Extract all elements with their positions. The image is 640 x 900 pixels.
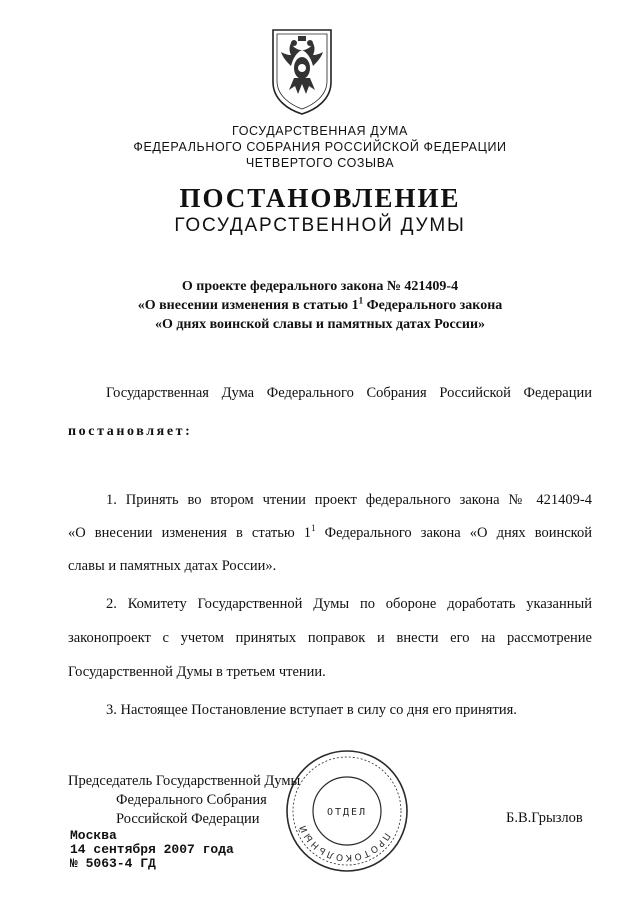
- signatory-role-line2: Федерального Собрания: [116, 792, 267, 808]
- item-1-line2: «О внесении изменения в статью $1^1$ Федерального закона «О днях воинской: [68, 523, 592, 541]
- item-1-line1: 1. Принять во втором чтении проект федерального закона № 421409-4: [106, 492, 592, 508]
- signatory-name: Б.В.Грызлов: [506, 810, 583, 826]
- item-2-line1: 2. Комитету Государственной Думы по обороне доработать указанный: [106, 596, 592, 612]
- signatory-role-line1: Председатель Государственной Думы: [68, 773, 301, 789]
- document-subtitle: ГОСУДАРСТВЕННОЙ ДУМЫ: [174, 215, 466, 236]
- document-title: ПОСТАНОВЛЕНИЕ: [179, 183, 461, 213]
- header-parliament: ФЕДЕРАЛЬНОГО СОБРАНИЯ РОССИЙСКОЙ ФЕДЕРАЦИИ: [133, 140, 507, 154]
- signatory-role-line3: Российской Федерации: [116, 811, 260, 827]
- item-3-line1: 3. Настоящее Постановление вступает в силу со дня его принятия.: [106, 702, 517, 718]
- bill-title-line1: О проекте федерального закона № 421409-4: [181, 279, 459, 294]
- footer-date: 14 сентября 2007 года: [70, 842, 234, 857]
- header-convocation: ЧЕТВЕРТОГО СОЗЫВА: [245, 156, 395, 170]
- header-organization: ГОСУДАРСТВЕННАЯ ДУМА: [232, 124, 408, 138]
- item-1-line3: славы и памятных датах России».: [68, 558, 277, 574]
- bill-title-line3: «О днях воинской славы и памятных датах России»: [154, 317, 486, 332]
- footer-city: Москва: [70, 828, 117, 843]
- official-seal-icon: [284, 748, 410, 874]
- resolves-word: постановляет:: [68, 424, 193, 439]
- svg-text:ПРОТОКОЛЬНЫЙ: ПРОТОКОЛЬНЫЙ: [297, 821, 392, 863]
- item-2-line2: законопроект с учетом принятых поправок и внести его на рассмотрение: [68, 630, 592, 646]
- preamble-text: Государственная Дума Федерального Собрания Российской Федерации: [106, 385, 592, 401]
- svg-text:ОТДЕЛ: ОТДЕЛ: [326, 807, 368, 818]
- bill-title-line2: «О внесении изменения в статью $1^1$ Федерального закона: [137, 295, 503, 313]
- item-2-line3: Государственной Думы в третьем чтении.: [68, 664, 326, 680]
- coat-of-arms-icon: [267, 24, 337, 116]
- footer-number: № 5063-4 ГД: [70, 856, 156, 871]
